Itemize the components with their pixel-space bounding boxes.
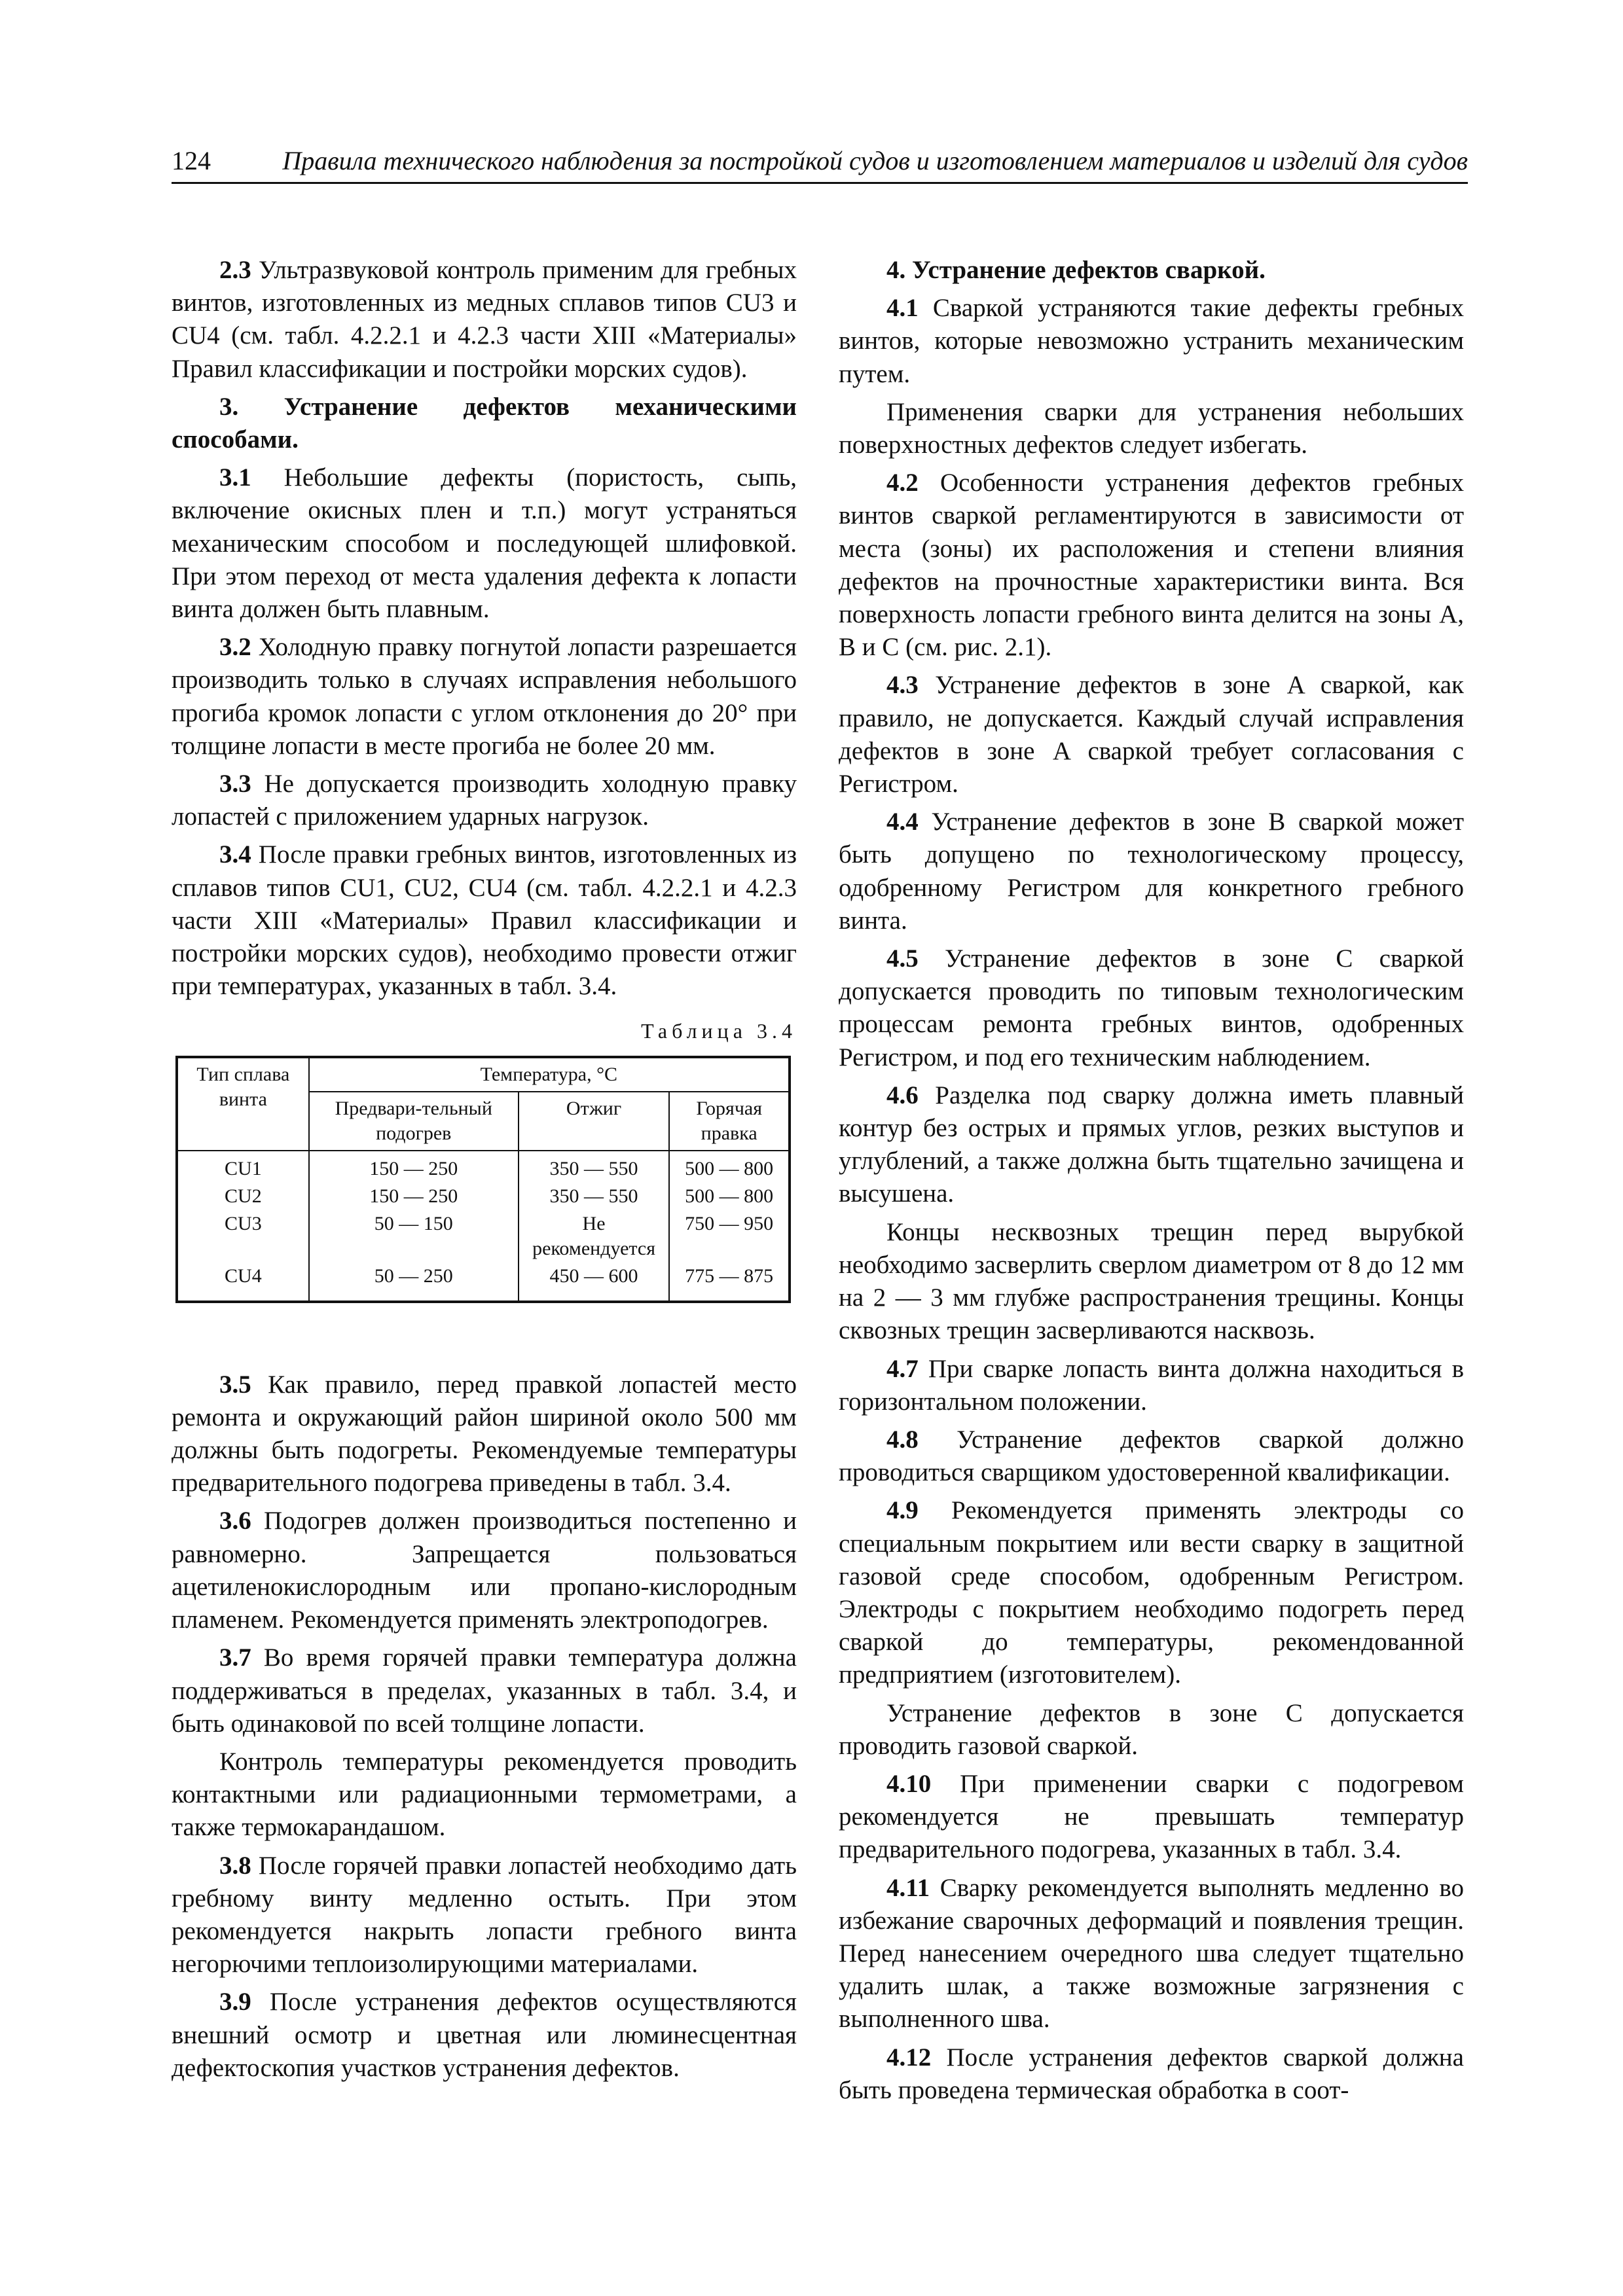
paragraph-3-7 [172, 1641, 797, 1740]
table-cell: 50 — 250 [309, 1263, 519, 1302]
paragraph-text: Как правило, перед правкой лопастей место ремонта и окружающий район шириной около 500 мм должны быть подогреты. Рекомендуемые температуры предварительного подогрева приведены в табл. 3.4. [172, 1370, 797, 1498]
paragraph-4-1-cont: Применения сварки для устранения небольших поверхностных дефектов следует избегать. [839, 397, 1464, 459]
paragraph-number: 4.5 [886, 944, 919, 973]
paragraph-number: 3.8 [219, 1851, 251, 1880]
table-cell: 450 — 600 [519, 1263, 670, 1302]
paragraph-3-5 [172, 1369, 797, 1500]
paragraph-3-2 [172, 631, 797, 762]
table-cell: 750 — 950 [669, 1210, 790, 1263]
table-row [177, 1151, 790, 1183]
paragraph-number: 4.9 [886, 1496, 919, 1525]
paragraph-number: 4.10 [886, 1769, 932, 1798]
table-cell: Не рекомендуется [519, 1210, 670, 1263]
table-row [177, 1210, 790, 1263]
paragraph-number: 3.1 [219, 463, 251, 492]
paragraph-number: 3.9 [219, 1988, 251, 2017]
section-heading-3: 3. Устранение дефектов механическими способами. [172, 392, 797, 454]
paragraph-text: Устранение дефектов в зоне C сваркой допускается проводить по типовым технологическим процессам ремонта гребных винтов, одобренных Регистром, и под его техническим наблюдением. [839, 944, 1464, 1071]
paragraph-number: 4.2 [886, 469, 919, 497]
header-hot-straightening: Горячая правка [669, 1092, 790, 1151]
paragraph-text: Холодную правку погнутой лопасти разрешается производить только в случаях исправления небольшого прогиба кромок лопасти с углом отклонения до 20° при толщине лопасти в месте прогиба не более 20 мм. [172, 633, 797, 760]
paragraph-text: После устранения дефектов сваркой должна быть проведена термическая обработка в соот- [839, 2043, 1464, 2104]
annealing-temperature-table [175, 1056, 791, 1303]
paragraph-number: 3.6 [219, 1507, 251, 1535]
paragraph-4-6-cont: Концы несквозных трещин перед вырубкой необходимо засверлить сверлом диаметром от 8 до 12 мм на 2 — 3 мм глубже распространения трещины. Концы сквозных трещин засверливаются насквозь. [839, 1217, 1464, 1345]
table-cell: CU2 [177, 1183, 309, 1210]
paragraph-3-1 [172, 461, 797, 626]
paragraph-text: Разделка под сварку должна иметь плавный контур без острых и прямых углов, резких выступов и углублений, а также должна быть тщательно зачищена и высушена. [839, 1081, 1464, 1208]
header-temperature: Температура, °С [309, 1057, 790, 1092]
section-heading-4: 4. Устранение дефектов сваркой. [886, 256, 1266, 284]
paragraph-number: 4.3 [886, 671, 919, 700]
paragraph-text: После устранения дефектов осуществляются внешний осмотр и цветная или люминесцентная дефектоскопия участков устранения дефектов. [172, 1988, 797, 2082]
paragraph-text: После горячей правки лопастей необходимо дать гребному винту медленно остыть. При этом рекомендуется накрыть лопасти гребного винта негорючими теплоизолирующими материалами. [172, 1851, 797, 1979]
paragraph-number: 4.11 [886, 1873, 930, 1902]
paragraph-3-7-cont: Контроль температуры рекомендуется проводить контактными или радиационными термометрами, а также термокарандашом. [172, 1747, 797, 1842]
table-cell: 775 — 875 [669, 1263, 790, 1302]
paragraph-4-11 [839, 1872, 1464, 2036]
paragraph-text: После правки гребных винтов, изготовленных из сплавов типов CU1, CU2, CU4 (см. табл. 4.2.2.1 и 4.2.3 части XIII «Материалы» Правил классификации и постройки морских судов), необходимо провести отжиг при температурах, указанных в табл. 3.4. [172, 840, 797, 1001]
paragraph-3-9 [172, 1986, 797, 2085]
paragraph-4-9-cont: Устранение дефектов в зоне C допускается проводить газовой сваркой. [839, 1698, 1464, 1760]
paragraph-4-6 [839, 1079, 1464, 1211]
table-cell: 500 — 800 [669, 1183, 790, 1210]
table-row [177, 1263, 790, 1302]
paragraph-4-7 [839, 1353, 1464, 1418]
header-alloy-type: Тип сплава винта [177, 1057, 309, 1151]
paragraph-3-8 [172, 1850, 797, 1981]
table-cell: CU1 [177, 1151, 309, 1183]
paragraph-number: 3.7 [219, 1643, 251, 1672]
paragraph-text: Устранение дефектов в зоне B сваркой может быть допущено по технологическому процессу, одобренному Регистром для конкретного гребного винта. [839, 808, 1464, 935]
paragraph-text: Во время горячей правки температура должна поддерживаться в пределах, указанных в табл. 3.4, и быть одинаковой по всей толщине лопасти. [172, 1643, 797, 1738]
paragraph-text: Сварку рекомендуется выполнять медленно во избежание сварочных деформаций и появления трещин. Перед нанесением очередного шва следует тщательно удалить шлак, а также возможные загрязнения с выполненного шва. [839, 1873, 1464, 2034]
table-cell: 150 — 250 [309, 1151, 519, 1183]
paragraph-4-9 [839, 1494, 1464, 1691]
table-row [177, 1183, 790, 1210]
paragraph-4-3 [839, 669, 1464, 800]
paragraph-4-4 [839, 806, 1464, 937]
paragraph-4-1 [839, 292, 1464, 391]
paragraph-text: Ультразвуковой контроль применим для гребных винтов, изготовленных из медных сплавов типов CU3 и CU4 (см. табл. 4.2.2.1 и 4.2.3 части XIII «Материалы» Правил классификации и постройки морских судов). [172, 256, 797, 383]
paragraph-number: 3.5 [219, 1370, 251, 1399]
paragraph-3-6 [172, 1505, 797, 1636]
paragraph-number: 4.8 [886, 1425, 919, 1454]
paragraph-2-3 [172, 254, 797, 386]
paragraph-number: 4.7 [886, 1354, 919, 1383]
table-cell: 50 — 150 [309, 1210, 519, 1263]
paragraph-text: Рекомендуется применять электроды со специальным покрытием или вести сварку в защитной газовой среде способом, одобренным Регистром. Электроды с покрытием необходимо подогреть перед сваркой до температуры, рекомендованной предприятием (изготовителем). [839, 1496, 1464, 1689]
paragraph-text: Устранение дефектов сваркой должно проводиться сварщиком удостоверенной квалификации. [839, 1425, 1464, 1487]
paragraph-number: 4.4 [886, 808, 919, 836]
left-column [172, 254, 797, 2090]
table-cell: 500 — 800 [669, 1151, 790, 1183]
paragraph-number: 4.1 [886, 294, 919, 323]
paragraph-3-3 [172, 768, 797, 833]
table-cell: 150 — 250 [309, 1183, 519, 1210]
header-annealing: Отжиг [519, 1092, 670, 1151]
header-preheat: Предвари-тельный подогрев [309, 1092, 519, 1151]
paragraph-text: Не допускается производить холодную правку лопастей с приложением ударных нагрузок. [172, 770, 797, 831]
paragraph-number: 4.6 [886, 1081, 919, 1109]
paragraph-4-12 [839, 2041, 1464, 2107]
page-number: 124 [172, 146, 211, 175]
table-caption: Таблица 3.4 [641, 1019, 797, 1043]
paragraph-number: 4.12 [886, 2043, 932, 2072]
paragraph-text: Устранение дефектов в зоне A сваркой, как правило, не допускается. Каждый случай исправления дефектов в зоне A сваркой требует согласования с Регистром. [839, 671, 1464, 798]
running-title: Правила технического наблюдения за постройкой судов и изготовлением материалов и изделий для судов [282, 146, 1468, 175]
paragraph-number: 2.3 [219, 256, 251, 284]
paragraph-number: 3.4 [219, 840, 251, 869]
paragraph-4-10 [839, 1768, 1464, 1867]
paragraph-text: При применении сварки с подогревом рекомендуется не превышать температур предварительного подогрева, указанных в табл. 3.4. [839, 1769, 1464, 1864]
paragraph-text: Небольшие дефекты (пористость, сыпь, включение окисных плен и т.п.) могут устраняться механическим способом и последующей шлифовкой. При этом переход от места удаления дефекта к лопасти винта должен быть плавным. [172, 463, 797, 624]
paragraph-4-8 [839, 1424, 1464, 1489]
paragraph-4-5 [839, 942, 1464, 1074]
paragraph-3-4 [172, 838, 797, 1003]
table-cell: 350 — 550 [519, 1183, 670, 1210]
paragraph-number: 3.3 [219, 770, 251, 798]
paragraph-4-2 [839, 467, 1464, 664]
paragraph-text: Подогрев должен производиться постепенно и равномерно. Запрещается пользоваться ацетиленокислородным или пропано-кислородным пламенем. Рекомендуется применять электроподогрев. [172, 1507, 797, 1634]
paragraph-text: При сварке лопасть винта должна находиться в горизонтальном положении. [839, 1354, 1464, 1416]
paragraph-text: Особенности устранения дефектов гребных винтов сваркой регламентируются в зависимости от места (зоны) их расположения и степени влияния дефектов на прочностные характеристики винта. Вся поверхность лопасти гребного винта делится на зоны A, B и C (см. рис. 2.1). [839, 469, 1464, 662]
table-cell: CU3 [177, 1210, 309, 1263]
table-cell: CU4 [177, 1263, 309, 1302]
paragraph-text: Сваркой устраняются такие дефекты гребных винтов, которые невозможно устранить механическим путем. [839, 294, 1464, 388]
right-column [839, 254, 1464, 2112]
paragraph-number: 3.2 [219, 633, 251, 662]
running-header [172, 143, 1468, 184]
table-cell: 350 — 550 [519, 1151, 670, 1183]
